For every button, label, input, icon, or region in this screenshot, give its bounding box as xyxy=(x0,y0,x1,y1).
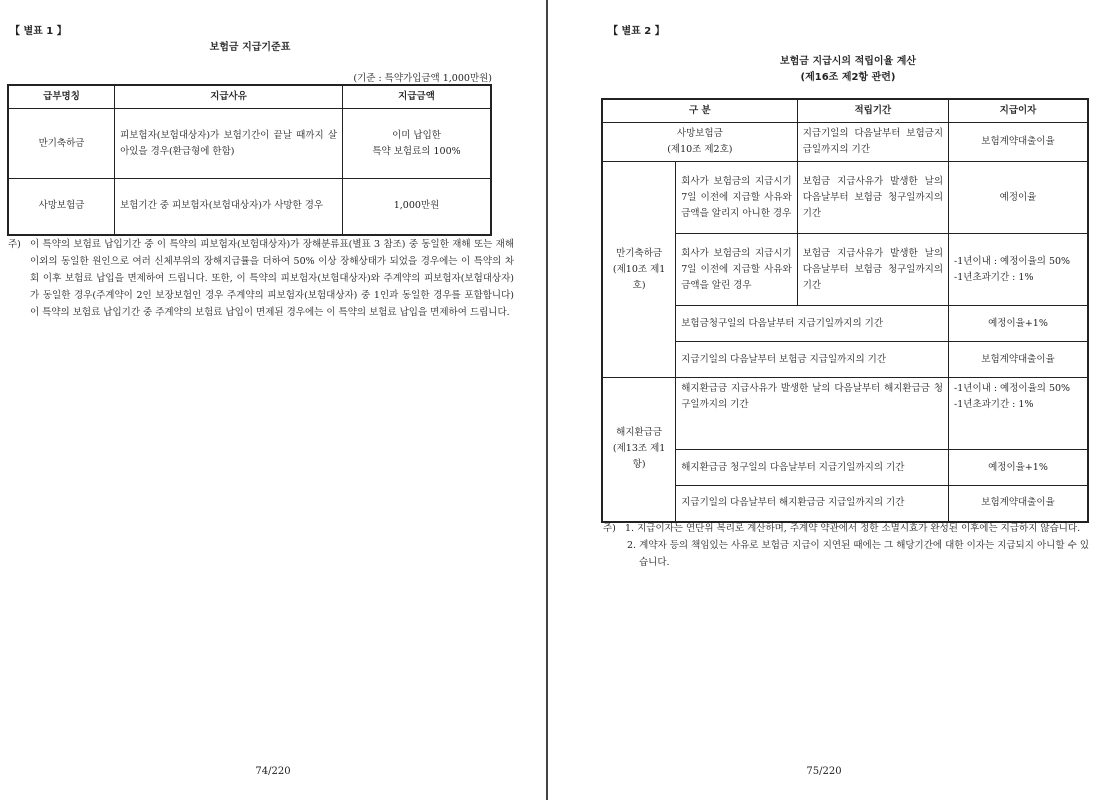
table-row xyxy=(8,109,491,179)
interest-rate-line: -1년이내 : 예정이율의 50% xyxy=(954,383,1071,394)
interest-rate xyxy=(949,378,1088,450)
accrual-period: 지급기일의 다음날부터 보험금지급일까지의 기간 xyxy=(797,123,948,162)
footnote xyxy=(603,520,1089,571)
accrual-period: 해지환급금 지급사유가 발생한 날의 다음날부터 해지환급금 청구일까지의 기간 xyxy=(676,378,949,450)
table-row xyxy=(602,306,1088,342)
category-article: (제13조 제1항) xyxy=(612,443,666,471)
benefit-reason: 피보험자(보험대상자)가 보험기간이 끝날 때까지 살아있을 경우(환급형에 한함) xyxy=(115,109,343,179)
table-row xyxy=(8,179,491,235)
benefit-amount-line: 이미 납입한 xyxy=(392,129,441,141)
appendix-label: 【 별표 2 】 xyxy=(608,26,665,37)
page-number: 74/220 xyxy=(255,766,291,777)
accrual-period: 보험금 지급사유가 발생한 날의 다음날부터 보험금 청구일까지의 기간 xyxy=(797,162,948,234)
footnote-text: 1. 지급이자는 연단위 복리로 계산하며, 주계약 약관에서 정한 소멸시효가 완성된 이후에는 지급하지 않습니다. xyxy=(625,523,1081,534)
interest-rate: 예정이율+1% xyxy=(949,306,1088,342)
page-number: 75/220 xyxy=(806,766,842,777)
table-row xyxy=(602,486,1088,522)
benefit-amount xyxy=(343,179,491,235)
interest-rate xyxy=(949,234,1088,306)
footnote-item xyxy=(603,520,1089,537)
document-page-left xyxy=(0,0,546,800)
table-header: 지급금액 xyxy=(343,85,491,109)
accrual-period: 보험금청구일의 다음날부터 지급기일까지의 기간 xyxy=(676,306,949,342)
category-label: 만기축하금 xyxy=(616,247,663,259)
table-header: 지급사유 xyxy=(115,85,343,109)
basis-note: (기준 : 특약가입금액 1,000만원) xyxy=(353,73,492,84)
category-maturity xyxy=(602,162,676,378)
interest-rate-line: -1년초과기간 : 1% xyxy=(954,271,1034,283)
benefit-amount-line: 특약 보험료의 100% xyxy=(372,145,461,157)
footnote-item xyxy=(603,537,1089,571)
footnote-text: 2. 계약자 등의 책임있는 사유로 보험금 지급이 지연된 때에는 그 해당기간에 대한 이자는 지급되지 아니할 수 있습니다. xyxy=(627,540,1089,568)
category-death xyxy=(602,123,797,162)
benefit-amount xyxy=(343,109,491,179)
benefit-amount-line: 1,000만원 xyxy=(393,200,440,212)
benefit-name: 만기축하금 xyxy=(8,109,115,179)
page-title: 보험금 지급시의 적립이율 계산 xyxy=(779,56,917,67)
table-row xyxy=(602,450,1088,486)
condition: 회사가 보험금의 지급시기 7일 이전에 지급할 사유와 금액을 알리지 아니한 경우 xyxy=(676,162,797,234)
accrual-period: 해지환급금 청구일의 다음날부터 지급기일까지의 기간 xyxy=(676,450,949,486)
condition: 회사가 보험금의 지급시기 7일 이전에 지급할 사유와 금액을 알린 경우 xyxy=(676,234,797,306)
category-label: 해지환급금 xyxy=(616,427,663,439)
table-row xyxy=(602,234,1088,306)
accrual-period: 지급기일의 다음날부터 보험금 지급일까지의 기간 xyxy=(676,342,949,378)
table-row xyxy=(602,123,1088,162)
interest-rate: 보험계약대출이율 xyxy=(949,123,1088,162)
benefit-name: 사망보험금 xyxy=(8,179,115,235)
table-header: 지급이자 xyxy=(949,99,1088,123)
footnote-prefix: 주) xyxy=(8,239,21,250)
interest-rate-line: -1년이내 : 예정이율의 50% xyxy=(954,255,1071,267)
table-header: 구 분 xyxy=(602,99,797,123)
interest-rate: 예정이율+1% xyxy=(949,450,1088,486)
page-subtitle: (제16조 제2항 관련) xyxy=(800,72,896,83)
benefit-reason: 보험기간 중 피보험자(보험대상자)가 사망한 경우 xyxy=(115,179,343,235)
document-page-right xyxy=(548,0,1100,800)
benefit-table xyxy=(7,84,492,236)
appendix-label: 【 별표 1 】 xyxy=(10,26,67,37)
table-header: 적립기간 xyxy=(797,99,948,123)
footnote-prefix: 주) xyxy=(603,523,616,534)
page-title: 보험금 지급기준표 xyxy=(209,42,291,53)
interest-rate: 보험계약대출이율 xyxy=(949,342,1088,378)
interest-table xyxy=(601,98,1089,523)
accrual-period: 보험금 지급사유가 발생한 날의 다음날부터 보험금 청구일까지의 기간 xyxy=(797,234,948,306)
table-header: 급부명칭 xyxy=(8,85,115,109)
accrual-period: 지급기일의 다음날부터 해지환급금 지급일까지의 기간 xyxy=(676,486,949,522)
category-surrender xyxy=(602,378,676,522)
footnote xyxy=(8,236,514,321)
category-article: (제10조 제1호) xyxy=(612,263,666,291)
category-label: 사망보험금 xyxy=(676,128,723,139)
footnote-text: 이 특약의 보험료 납입기간 중 이 특약의 피보험자(보험대상자)가 장해분류표(별표 3 참조) 중 동일한 재해 또는 재해 이외의 동일한 원인으로 여러 신체부위의 장해지급률을 더하여 50% 이상 장해상태가 되었을 경우에는 이 특약의 차회 이후 보험료 납입을 면제하여 드립니다. 또한, 이 특약의 피보험자(보험대상자)와 주계약의 피보험자(보험대상자)가 동일한 경우(주계약이 2인 보장보험인 경우 주계약의 피보험자(보험대상자) 중 1인과 동일한 경우를 포함합니다) 이 특약의 보험료 납입기간 중 주계약의 보험료 납입이 면제된 경우에는 이 특약의 보험료 납입을 면제하여 드립니다. xyxy=(30,239,514,318)
table-row xyxy=(602,162,1088,234)
table-row xyxy=(602,378,1088,450)
category-article: (제10조 제2호) xyxy=(667,144,733,155)
interest-rate: 예정이율 xyxy=(949,162,1088,234)
interest-rate-line: -1년초과기간 : 1% xyxy=(954,399,1034,410)
table-row xyxy=(602,342,1088,378)
interest-rate: 보험계약대출이율 xyxy=(949,486,1088,522)
